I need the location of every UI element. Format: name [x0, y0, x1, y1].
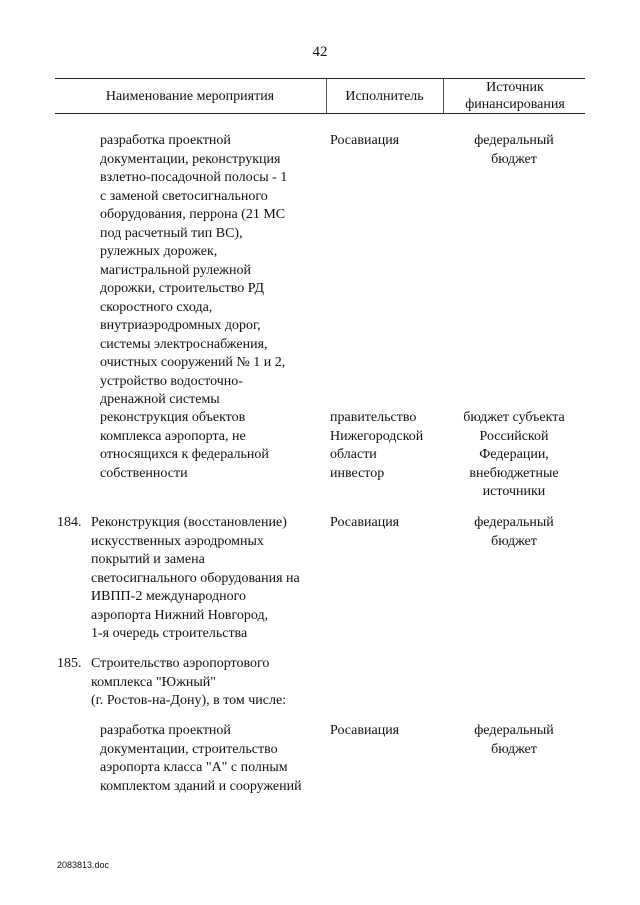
row-name: реконструкция объектов комплекса аэропорта, не относящихся к федеральной собственности [100, 410, 269, 481]
row-executor: правительство Нижегородской области инвестор [330, 410, 424, 481]
row-number: 185. [57, 656, 82, 671]
row-name: разработка проектной документации, реконструкция взлетно-посадочной полосы - 1 с заменой светосигнального оборудования, перрона (21 МС под расчетный тип ВС), рулежных дорожек, магистральной рулежной дорожки, строительство РД скоростного схода, внутриаэродромных дорог, системы электроснабжения, очистных сооружений № 1 и 2, устройство водосточно- дренажной системы [100, 133, 288, 407]
row-name: Строительство аэропортового комплекса "Южный" (г. Ростов-на-Дону), в том числе: [91, 656, 287, 708]
header-bottom-rule [55, 113, 585, 114]
row-name: разработка проектной документации, строительство аэропорта класса "А" с полным комплектом зданий и сооружений [100, 723, 302, 794]
row-name: Реконструкция (восстановление) искусственных аэродромных покрытий и замена светосигнального оборудования на ИВПП-2 международного аэропорта Нижний Новгород, 1-я очередь строительства [91, 515, 300, 641]
row-number: 184. [57, 515, 82, 530]
row-executor: Росавиация [330, 723, 400, 738]
header-col-source: Источник финансирования [465, 80, 565, 112]
row-executor: Росавиация [330, 515, 400, 530]
row-source: федеральный бюджет [474, 133, 554, 167]
row-source: бюджет субъекта Российской Федерации, внебюджетные источники [463, 410, 565, 499]
header-col-name: Наименование мероприятия [105, 89, 275, 104]
row-executor: Росавиация [330, 133, 400, 148]
header-col-executor: Исполнитель [345, 89, 424, 104]
footer-filename: 2083813.doc [57, 860, 110, 870]
page-number: 42 [312, 44, 328, 60]
row-source: федеральный бюджет [474, 515, 554, 549]
row-source: федеральный бюджет [474, 723, 554, 757]
